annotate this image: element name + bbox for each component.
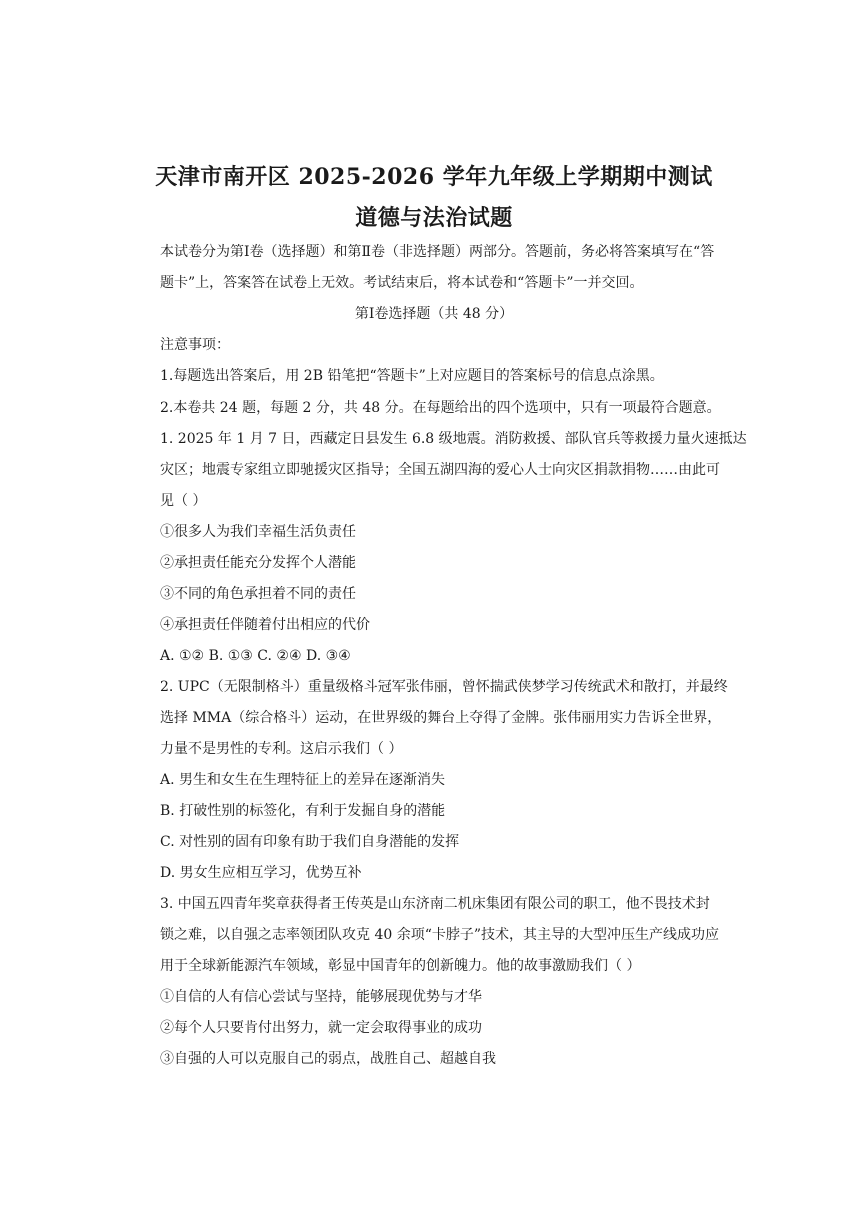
section-title: 第Ⅰ卷选择题（共 48 分）	[354, 306, 514, 322]
notice-item: 1.每题选出答案后，用 2B 铅笔把“答题卡”上对应题目的答案标号的信息点涂黑。	[160, 368, 664, 384]
intro-line: 本试卷分为第Ⅰ卷（选择题）和第Ⅱ卷（非选择题）两部分。答题前，务必将答案填写在“答	[160, 244, 715, 260]
question-2-option: A. 男生和女生在生理特征上的差异在逐渐消失	[160, 772, 446, 788]
question-2-option: B. 打破性别的标签化，有利于发掘自身的潜能	[160, 803, 446, 819]
question-2-stem: 力量不是男性的专利。这启示我们（ ）	[160, 741, 403, 757]
question-1-stem: 1. 2025 年 1 月 7 日，西藏定日县发生 6.8 级地震。消防救援、部队官兵等救援力量火速抵达	[160, 431, 747, 447]
exam-title: 天津市南开区 2025-2026 学年九年级上学期期中测试	[155, 164, 713, 190]
question-3-item: ③自强的人可以克服自己的弱点，战胜自己、超越自我	[160, 1051, 496, 1067]
exam-subtitle: 道德与法治试题	[355, 205, 513, 231]
question-3-item: ②每个人只要肯付出努力，就一定会取得事业的成功	[160, 1020, 482, 1036]
question-2-stem: 选择 MMA（综合格斗）运动，在世界级的舞台上夺得了金牌。张伟丽用实力告诉全世界，	[160, 710, 722, 726]
question-2-option: C. 对性别的固有印象有助于我们自身潜能的发挥	[160, 834, 460, 850]
question-3-stem: 用于全球新能源汽车领域，彰显中国青年的创新魄力。他的故事激励我们（ ）	[160, 958, 641, 974]
question-2-option: D. 男女生应相互学习，优势互补	[160, 865, 362, 881]
notice-heading: 注意事项：	[160, 337, 230, 353]
question-3-stem: 锁之难，以自强之志率领团队攻克 40 余项“卡脖子”技术，其主导的大型冲压生产线成功应	[160, 927, 720, 943]
question-1-item: ②承担责任能充分发挥个人潜能	[160, 555, 356, 571]
question-1-item: ③不同的角色承担着不同的责任	[160, 586, 356, 602]
question-1-stem: 见（ ）	[160, 493, 207, 509]
question-3-stem: 3. 中国五四青年奖章获得者王传英是山东济南二机床集团有限公司的职工，他不畏技术封	[160, 896, 710, 912]
question-1-item: ①很多人为我们幸福生活负责任	[160, 524, 356, 540]
notice-item: 2.本卷共 24 题，每题 2 分，共 48 分。在每题给出的四个选项中，只有一项最符合题意。	[160, 400, 721, 416]
question-1-stem: 灾区；地震专家组立即驰援灾区指导；全国五湖四海的爱心人士向灾区捐款捐物……由此可	[160, 462, 720, 478]
question-2-stem: 2. UPC（无限制格斗）重量级格斗冠军张伟丽，曾怀揣武侠梦学习传统武术和散打，并最终	[160, 679, 728, 695]
intro-line: 题卡”上，答案答在试卷上无效。考试结束后，将本试卷和“答题卡”一并交回。	[160, 275, 644, 291]
question-1-options: A. ①② B. ①③ C. ②④ D. ③④	[160, 648, 351, 664]
question-3-item: ①自信的人有信心尝试与坚持，能够展现优势与才华	[160, 989, 482, 1005]
question-1-item: ④承担责任伴随着付出相应的代价	[160, 617, 370, 633]
